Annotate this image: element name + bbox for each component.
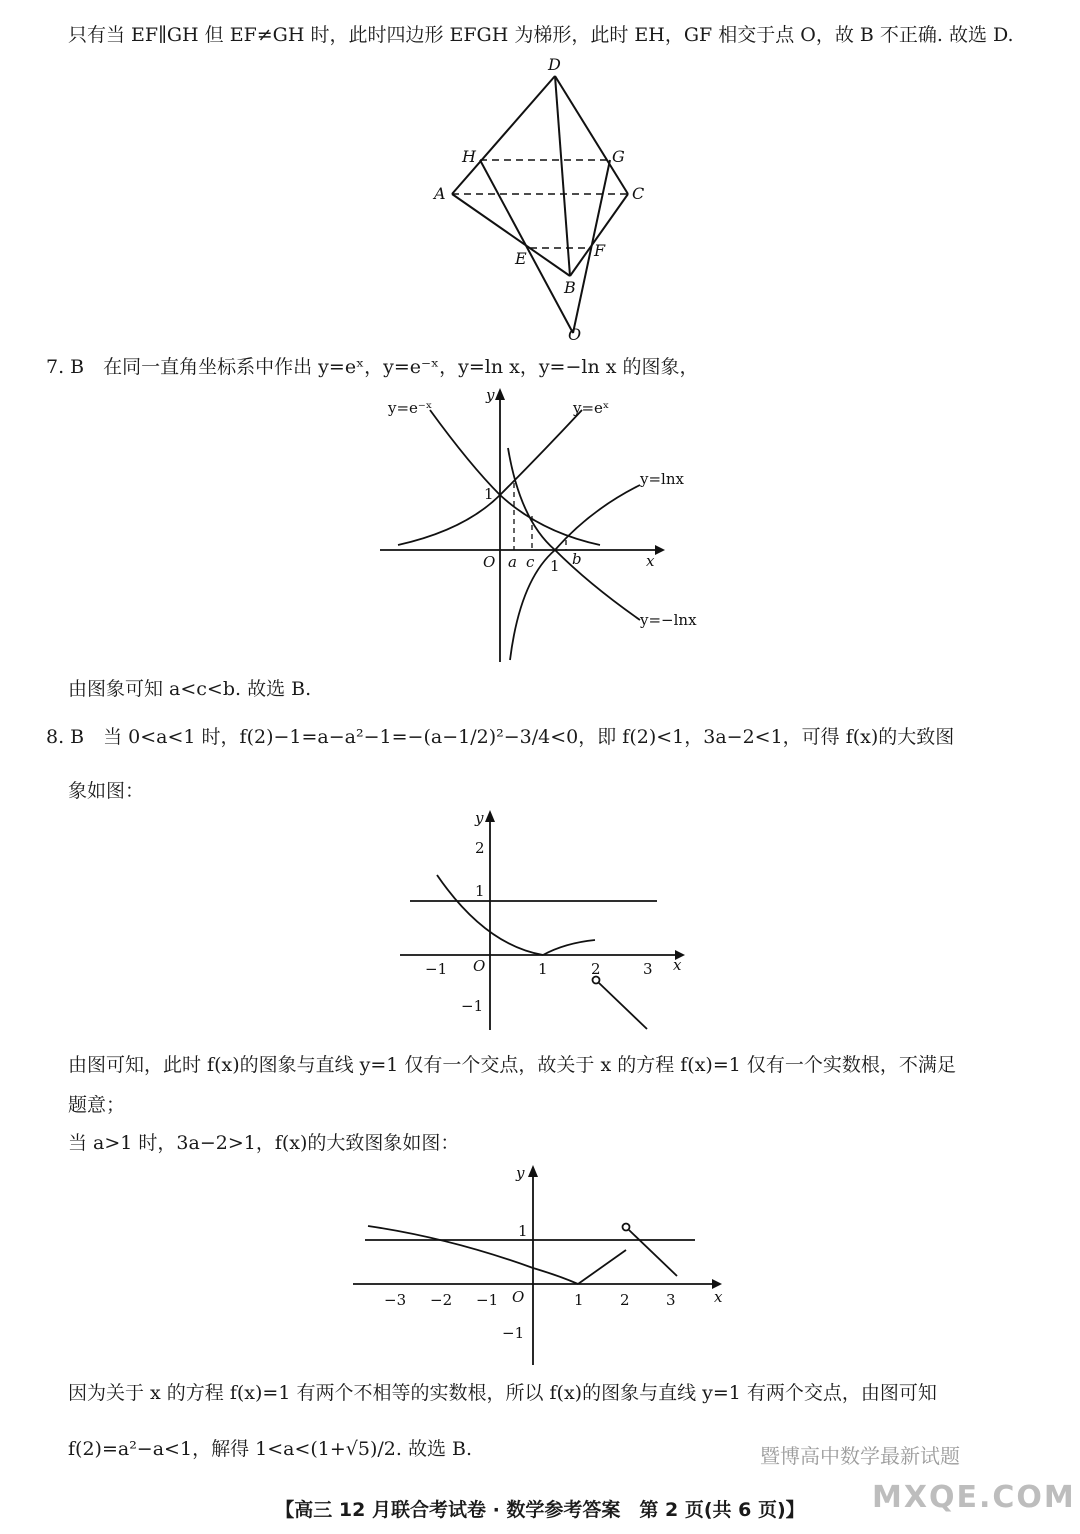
page-footer: 【高三 12 月联合考试卷 · 数学参考答案 第 2 页(共 6 页)】 <box>275 1499 805 1521</box>
y-axis-arrow <box>528 1165 538 1177</box>
origin-label: O <box>473 957 486 975</box>
x-axis-label: x <box>646 552 655 570</box>
curve-mid <box>543 940 595 955</box>
edge-DA <box>452 76 555 194</box>
x-1-label: 1 <box>538 960 548 978</box>
exp-log-graph <box>370 380 710 665</box>
q8-line-g: f(2)=a²−a<1，解得 1<a<(1+√5)/2. 故选 B. <box>68 1438 473 1460</box>
y-2-label: 2 <box>475 839 485 857</box>
curve-ex <box>398 410 582 545</box>
lnx-label: y=lnx <box>640 470 684 488</box>
segment-right <box>629 1230 677 1276</box>
watermark-site: MXQE.COM <box>872 1480 1076 1515</box>
label-G: G <box>612 147 625 166</box>
label-B: B <box>564 278 576 297</box>
y-1-label: 1 <box>518 1222 528 1240</box>
x-2-label: 2 <box>591 960 601 978</box>
y-one-label: 1 <box>484 485 494 503</box>
edge-DC <box>555 76 628 194</box>
q8-line-d: 题意； <box>68 1094 126 1116</box>
q8-line-e: 当 a>1 时，3a−2>1，f(x)的大致图象如图： <box>68 1132 460 1154</box>
q8-line: 8. B 当 0<a<1 时，f(2)−1=a−a²−1=−(a−1/2)²−3/4<0，即 f(2)<1，3a−2<1，可得 f(x)的大致图 <box>46 726 955 748</box>
x-minus-3-label: −3 <box>384 1291 407 1309</box>
label-F: F <box>594 241 606 260</box>
x-3-label: 3 <box>643 960 653 978</box>
tetrahedron-figure <box>420 50 660 345</box>
x-one-label: 1 <box>550 557 560 575</box>
q8-line-f: 因为关于 x 的方程 f(x)=1 有两个不相等的实数根，所以 f(x)的图象与直线 y=1 有两个交点，由图可知 <box>68 1382 937 1404</box>
q7-line: 7. B 在同一直角坐标系中作出 y=eˣ，y=e⁻ˣ，y=ln x，y=−ln x 的图象， <box>46 356 699 378</box>
label-E: E <box>515 249 527 268</box>
graph-case-2 <box>350 1160 740 1370</box>
curve-left <box>368 1226 578 1284</box>
origin-label: O <box>483 553 496 571</box>
label-A: A <box>434 184 446 203</box>
q8-line-b: 象如图： <box>68 780 145 802</box>
x-minus-2-label: −2 <box>430 1291 453 1309</box>
graph-case-1 <box>395 805 695 1045</box>
edge-AB <box>452 194 570 276</box>
curve-minus-lnx <box>508 448 640 620</box>
y-axis-label: y <box>516 1164 525 1182</box>
curve-lnx <box>510 485 640 660</box>
x-minus-1-label: −1 <box>476 1291 499 1309</box>
emx-label: y=e⁻ˣ <box>388 399 433 417</box>
y-axis-label: y <box>486 386 495 404</box>
x-axis-label: x <box>714 1288 723 1306</box>
mlnx-label: y=−lnx <box>640 611 697 629</box>
y-1-label: 1 <box>475 882 485 900</box>
x-1-label: 1 <box>574 1291 584 1309</box>
label-D: D <box>548 55 561 74</box>
edge-CB <box>570 194 628 276</box>
x-axis-arrow <box>655 545 665 555</box>
b-label: b <box>572 550 582 568</box>
ex-label: y=eˣ <box>573 399 610 417</box>
segment-right <box>599 983 647 1029</box>
line-HO <box>480 160 573 333</box>
curve-mid <box>578 1250 626 1284</box>
watermark-account: 暨博高中数学最新试题 <box>760 1444 960 1468</box>
x-minus-1-label: −1 <box>425 960 448 978</box>
a-label: a <box>508 553 517 571</box>
x-2-label: 2 <box>620 1291 630 1309</box>
open-point <box>623 1224 630 1231</box>
y-axis-label: y <box>475 809 484 827</box>
q8-line-c: 由图可知，此时 f(x)的图象与直线 y=1 仅有一个交点，故关于 x 的方程 f(x)=1 仅有一个实数根，不满足 <box>68 1054 956 1076</box>
origin-label: O <box>512 1288 525 1306</box>
c-label: c <box>526 553 535 571</box>
q7-conclusion: 由图象可知 a<c<b. 故选 B. <box>68 678 312 700</box>
y-axis-arrow <box>485 810 495 822</box>
y-axis-arrow <box>495 388 505 400</box>
label-O: O <box>568 325 582 344</box>
text-line-1: 只有当 EF∥GH 但 EF≠GH 时，此时四边形 EFGH 为梯形，此时 EH，GF 相交于点 O，故 B 不正确. 故选 D. <box>68 24 1014 46</box>
label-H: H <box>462 147 476 166</box>
label-C: C <box>632 184 645 203</box>
x-axis-label: x <box>673 956 682 974</box>
y-minus-1-label: −1 <box>502 1324 525 1342</box>
edge-DB <box>555 76 570 276</box>
y-minus-1-label: −1 <box>461 997 484 1015</box>
x-3-label: 3 <box>666 1291 676 1309</box>
